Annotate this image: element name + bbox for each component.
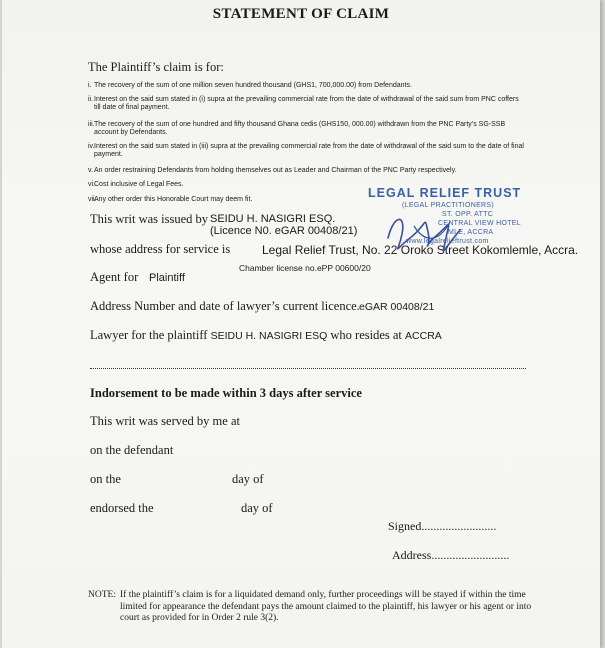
issuer-licence: (Licence N0. eGAR 00408/21)	[210, 225, 358, 237]
licence-value: eGAR 00408/21	[359, 301, 435, 313]
claim-number: vi.	[88, 181, 95, 188]
claim-text: Interest on the said sum stated in (iii) supra at the prevailing commercial rate from the date of withdrawal of the said sum to the date of final payment.	[94, 143, 524, 158]
note-label: NOTE:	[88, 590, 116, 600]
lawyer-label: Lawyer for the plaintiff	[90, 328, 208, 342]
signed-dots: .........................	[421, 519, 497, 533]
stamp-line-5: www.legalrelieftrust.com	[406, 238, 489, 245]
address-dots: ..........................	[431, 548, 510, 562]
note-text: If the plaintiff’s claim is for a liquidated demand only, further proceedings will be stayed if within the time limited for appearance the defendant pays the amount claimed to the plaintiff, his lawyer or his agent or into court as provided for in Order 2 rule 3(2).	[120, 590, 532, 623]
stamp-line-3: CENTRAL VIEW HOTEL	[438, 220, 521, 227]
stamp-line-1: (LEGAL PRACTITIONERS)	[402, 202, 494, 209]
claim-item	[88, 143, 524, 159]
signed-label: Signed	[388, 519, 422, 533]
claim-text: Interest on the said sum stated in (i) supra at the prevailing commercial rate from the date of withdrawal of the said sum from PNC coffers till date of final payment.	[94, 96, 519, 111]
signed-line	[388, 519, 496, 534]
lawyer-name: SEIDU H. NASIGRI ESQ	[210, 330, 328, 342]
address-sig-label: Address	[392, 548, 432, 562]
resides-value: ACCRA	[405, 330, 442, 342]
claim-number: ii.	[88, 96, 94, 103]
claim-text: Any other order this Honorable Court may deem fit.	[94, 196, 253, 203]
claim-number: vii.	[88, 196, 97, 203]
day-of-label-1: day of	[232, 472, 264, 486]
chamber-license: Chamber license no.ePP 00600/20	[239, 263, 371, 273]
claim-item	[88, 121, 524, 137]
claim-number: iii.	[88, 121, 95, 128]
stamp-title: LEGAL RELIEF TRUST	[368, 186, 522, 200]
dotted-divider	[90, 368, 526, 369]
stamp-line-2: ST. OPP. ATTC	[442, 211, 494, 218]
served-by-label: This writ was served by me at	[90, 414, 240, 428]
document-title: STATEMENT OF CLAIM	[212, 6, 390, 22]
agent-label: Agent for	[90, 270, 139, 284]
claim-text: Cost inclusive of Legal Fees.	[94, 181, 184, 188]
note-block	[88, 590, 538, 625]
claim-text: The recovery of the sum of one hundred and fifty thousand Ghana cedis (GHS150, 000.00) withdrawn from the PNC Party’s SG-SSB account by Defendants.	[94, 121, 506, 136]
document-page	[2, 0, 600, 648]
day-of-label-2: day of	[241, 501, 273, 515]
on-the-label: on the	[90, 472, 121, 486]
issuer-name: SEIDU H. NASIGRI ESQ.	[210, 213, 336, 225]
endorsed-the-label: endorsed the	[90, 501, 154, 515]
claim-text: An order restraining Defendants from holding themselves out as Leader and Chairman of the PNC Party respectively.	[94, 167, 457, 174]
claim-item	[88, 82, 524, 90]
address-signature-line	[392, 548, 509, 563]
claim-item	[88, 96, 524, 112]
lawyer-line	[90, 328, 442, 343]
resides-label: who resides at	[330, 328, 402, 342]
address-value: Legal Relief Trust, No. 22 Oroko Street Kokomlemle, Accra.	[262, 243, 579, 257]
writ-issued-label: This writ was issued by	[90, 212, 209, 226]
licence-label: Address Number and date of lawyer’s current licence.	[90, 299, 360, 313]
indorsement-heading: Indorsement to be made within 3 days after service	[90, 386, 362, 400]
signature-scribble	[380, 208, 470, 258]
agent-value: Plaintiff	[149, 272, 185, 284]
claim-text: The recovery of the sum of one million seven hundred thousand (GHS1, 700,000.00) from Defendants.	[94, 82, 412, 89]
claim-number: i.	[88, 82, 92, 89]
on-defendant-label: on the defendant	[90, 443, 174, 457]
claim-item	[88, 167, 524, 175]
claim-number: v.	[88, 167, 93, 174]
claim-intro: The Plaintiff’s claim is for:	[88, 60, 224, 74]
claim-number: iv.	[88, 143, 95, 150]
stamp-line-4: MLE, ACCRA	[448, 229, 494, 236]
address-label: whose address for service is	[90, 242, 231, 256]
